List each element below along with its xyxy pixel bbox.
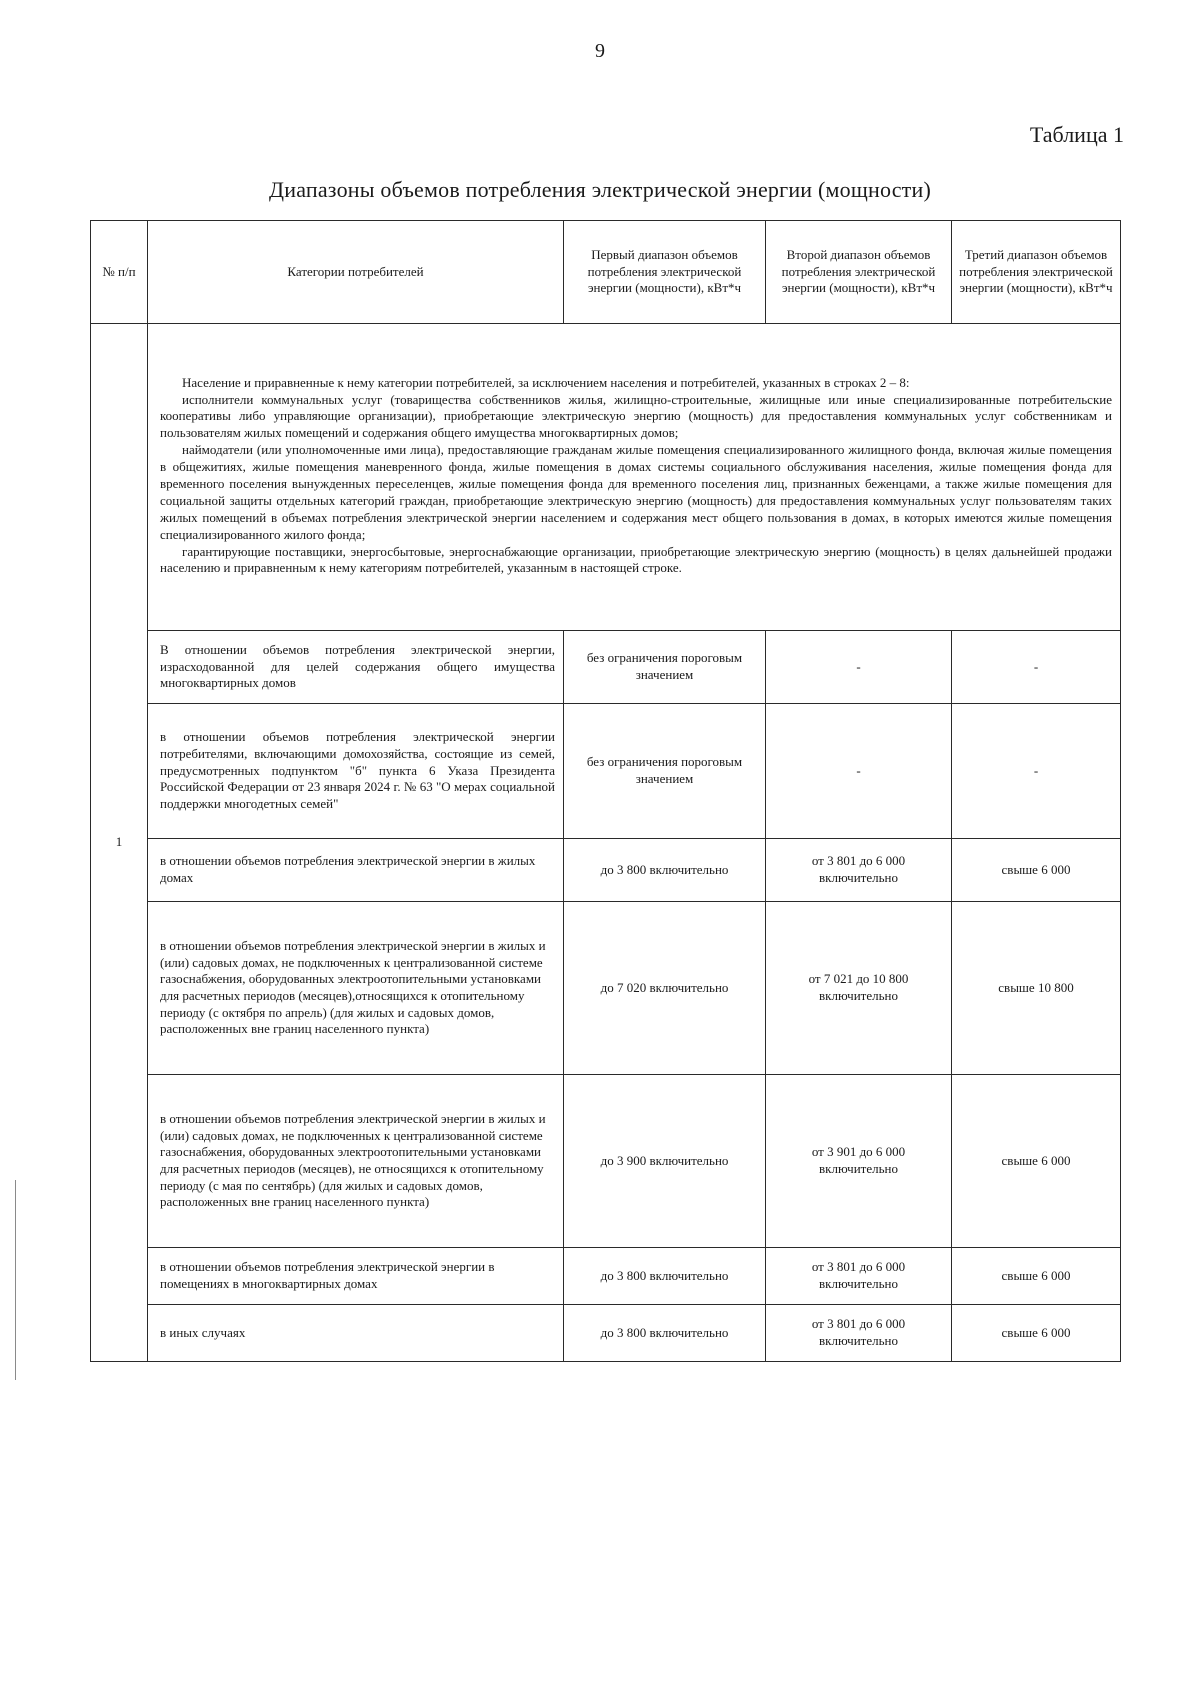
range-3-cell: свыше 6 000 <box>952 1305 1121 1362</box>
scan-margin-line <box>15 1180 16 1380</box>
table-row <box>91 704 1121 839</box>
intro-paragraph: Население и приравненные к нему категории потребителей, за исключением населения и потребителей, указанных в строках 2 – 8: <box>182 374 910 390</box>
subcategory-cell: в отношении объемов потребления электрической энергии в жилых домах <box>148 839 564 902</box>
subcategory-cell: в отношении объемов потребления электрической энергии в помещениях в многоквартирных домах <box>148 1248 564 1305</box>
range-2-cell: от 3 801 до 6 000 включительно <box>766 839 952 902</box>
range-2-cell: от 3 901 до 6 000 включительно <box>766 1075 952 1248</box>
table-header-row <box>91 221 1121 324</box>
range-1-cell: до 3 900 включительно <box>564 1075 766 1248</box>
range-3-cell: свыше 6 000 <box>952 1248 1121 1305</box>
consumption-ranges-table <box>90 220 1121 1362</box>
header-category: Категории потребителей <box>148 221 564 324</box>
range-2-cell: - <box>766 631 952 704</box>
range-1-cell: без ограничения пороговым значением <box>564 631 766 704</box>
range-1-cell: до 3 800 включительно <box>564 1305 766 1362</box>
range-3-cell: свыше 10 800 <box>952 902 1121 1075</box>
table-caption: Таблица 1 <box>1029 122 1124 147</box>
intro-paragraph: исполнители коммунальных услуг (товарищества собственников жилья, жилищно-строительные, жилищные или иные специализированные потребительские кооперативы либо управляющие организации), приобретающие электрическую энергию (мощность) для предоставления коммунальных услуг собственникам и пользователям жилых помещений и содержания общего имущества многоквартирных домов; <box>160 391 1112 441</box>
table-row <box>91 902 1121 1075</box>
subcategory-cell: в отношении объемов потребления электрической энергии в жилых и (или) садовых домах, не подключенных к централизованной системе газоснабжения, оборудованных электроотопительными установками для расчетных периодов (месяцев),относящихся к отопительному периоду (с октября по апрель) (для жилых и садовых домов, расположенных вне границ населенного пункта) <box>148 902 564 1075</box>
subcategory-cell: в иных случаях <box>148 1305 564 1362</box>
range-3-cell: - <box>952 704 1121 839</box>
subcategory-cell: В отношении объемов потребления электрической энергии, израсходованной для целей содержания общего имущества многоквартирных домов <box>148 631 564 704</box>
header-range-1: Первый диапазон объемов потребления электрической энергии (мощности), кВт*ч <box>564 221 766 324</box>
range-1-cell: без ограничения пороговым значением <box>564 704 766 839</box>
subcategory-cell: в отношении объемов потребления электрической энергии потребителями, включающими домохозяйства, состоящие из семей, предусмотренных подпунктом "б" пункта 6 Указа Президента Российской Федерации от 23 января 2024 г. № 63 "О мерах социальной поддержки многодетных семей" <box>148 704 564 839</box>
table-row <box>91 1305 1121 1362</box>
range-2-cell: от 3 801 до 6 000 включительно <box>766 1248 952 1305</box>
document-title: Диапазоны объемов потребления электрической энергии (мощности) <box>269 177 931 202</box>
intro-paragraph: гарантирующие поставщики, энергосбытовые, энергоснабжающие организации, приобретающие электрическую энергию (мощность) в целях дальнейшей продажи населению и приравненным к нему категориям потребителей, указанным в настоящей строке. <box>160 543 1112 576</box>
header-range-2: Второй диапазон объемов потребления электрической энергии (мощности), кВт*ч <box>766 221 952 324</box>
table-row <box>91 1248 1121 1305</box>
range-3-cell: свыше 6 000 <box>952 1075 1121 1248</box>
table-row <box>91 631 1121 704</box>
intro-paragraph: наймодатели (или уполномоченные ими лица), предоставляющие гражданам жилые помещения специализированного жилищного фонда, включая жилые помещения в общежитиях, жилые помещения маневренного фонда, жилые помещения в домах системы социального обслуживания населения, жилые помещения фонда для временного поселения вынужденных переселенцев, жилые помещения фонда для временного поселения лиц, признанных беженцами, а также жилые помещения для социальной защиты отдельных категорий граждан, приобретающие электрическую энергию (мощность) для предоставления коммунальных услуг пользователям таких жилых помещений в объемах потребления электрической энергии населением и содержания мест общего пользования в домах, в которых имеются жилые помещения специализированного жилого фонда; <box>160 442 1112 542</box>
range-1-cell: до 7 020 включительно <box>564 902 766 1075</box>
range-1-cell: до 3 800 включительно <box>564 1248 766 1305</box>
subcategory-cell: в отношении объемов потребления электрической энергии в жилых и (или) садовых домах, не подключенных к централизованной системе газоснабжения, оборудованных электроотопительными установками для расчетных периодов (месяцев), не относящихся к отопительному периоду (с мая по сентябрь) (для жилых и садовых домов, расположенных вне границ населенного пункта) <box>148 1075 564 1248</box>
table-row <box>91 839 1121 902</box>
page-number: 9 <box>595 40 605 62</box>
header-number: № п/п <box>91 221 148 324</box>
range-2-cell: от 3 801 до 6 000 включительно <box>766 1305 952 1362</box>
row-number: 1 <box>91 324 148 1362</box>
header-range-3: Третий диапазон объемов потребления электрической энергии (мощности), кВт*ч <box>952 221 1121 324</box>
range-3-cell: свыше 6 000 <box>952 839 1121 902</box>
range-3-cell: - <box>952 631 1121 704</box>
table-row <box>91 1075 1121 1248</box>
range-2-cell: от 7 021 до 10 800 включительно <box>766 902 952 1075</box>
range-2-cell: - <box>766 704 952 839</box>
table-row <box>91 324 1121 631</box>
range-1-cell: до 3 800 включительно <box>564 839 766 902</box>
category-description <box>148 324 1121 631</box>
